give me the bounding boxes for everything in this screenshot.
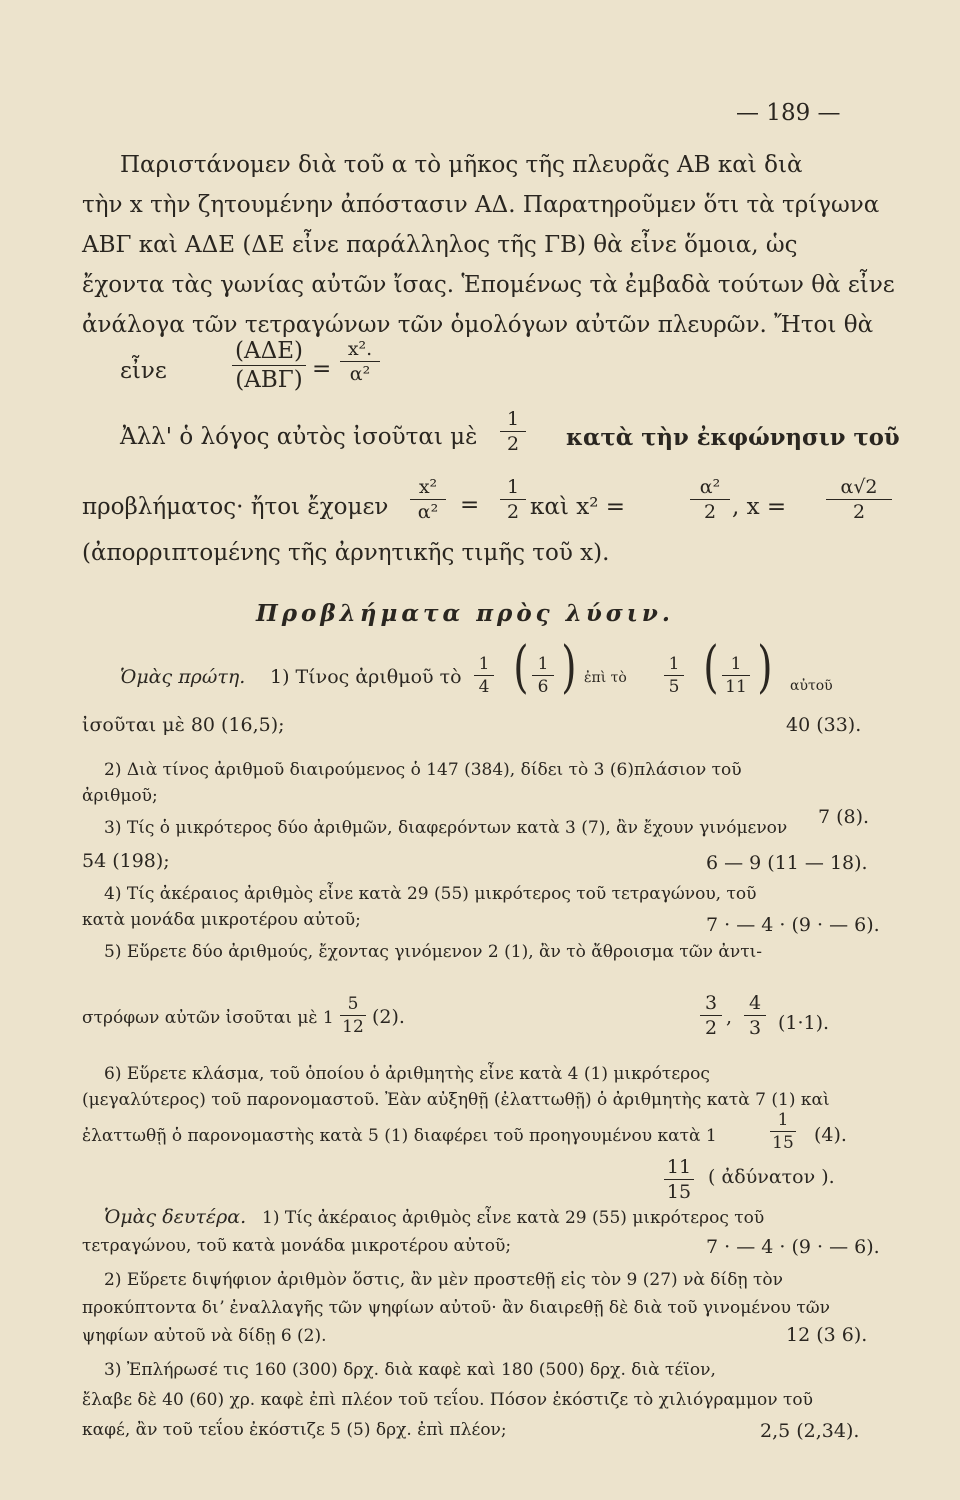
g1p6-frac bbox=[770, 1110, 796, 1153]
intro-line-3: ΑΒΓ καὶ ΑΔΕ (ΔΕ εἶνε παράλληλος τῆς ΓΒ) θὰ εἶνε ὅμοια, ὡς bbox=[82, 232, 798, 258]
f2-num: 1 bbox=[506, 476, 520, 498]
g1p3-line1: 3) Τίς ὁ μικρότερος δύο ἀριθμῶν, διαφερόντων κατὰ 3 (7), ἂν ἔχουν γινόμενον bbox=[104, 818, 788, 838]
f2-den: 2 bbox=[506, 501, 520, 523]
g1p1-frac-d bbox=[722, 654, 750, 697]
f1-den: α² bbox=[417, 501, 439, 523]
f1-num: x² bbox=[418, 476, 438, 498]
a2-over-2 bbox=[690, 476, 730, 523]
g1p6-num: 1 bbox=[777, 1110, 789, 1130]
g1p1-frac-b bbox=[532, 654, 554, 697]
g1p5-line2b: (2). bbox=[372, 1006, 405, 1028]
g2p2-line2: προκύπτοντα διʼ ἐναλλαγῆς τῶν ψηφίων αὐτοῦ· ἂν διαιρεθῇ δὲ διὰ τοῦ γινομένου τῶν bbox=[82, 1298, 830, 1318]
g1p1-line2: ἰσοῦται μὲ 80 (16,5); bbox=[82, 714, 285, 736]
intro-line-2: τὴν x τὴν ζητουμένην ἀπόστασιν ΑΔ. Παρατηροῦμεν ὅτι τὰ τρίγωνα bbox=[82, 192, 880, 218]
g1p5-b-den: 3 bbox=[748, 1017, 762, 1039]
g2p3-line3: καφέ, ἂν τοῦ τεΐου ἐκόστιζε 5 (5) δρχ. ἐπὶ πλέον; bbox=[82, 1420, 507, 1440]
intro-line-6b: κατὰ τὴν ἐκφώνησιν τοῦ bbox=[566, 424, 900, 451]
g2p3-line1: 3) Ἐπλήρωσέ τις 160 (300) δρχ. διὰ καφὲ καὶ 180 (500) δρχ. διὰ τέϊον, bbox=[104, 1360, 716, 1380]
half-num: 1 bbox=[506, 408, 520, 430]
one-half bbox=[500, 476, 526, 523]
paren-right-2: ) bbox=[757, 635, 773, 700]
intro-line-1: Παριστάνομεν διὰ τοῦ α τὸ μῆκος τῆς πλευρᾶς ΑΒ καὶ διὰ bbox=[120, 152, 803, 178]
area-ratio-num: (ΑΔΕ) bbox=[235, 338, 303, 364]
group2-label: Ὁμὰς δευτέρα. bbox=[104, 1206, 247, 1228]
f4-num: α√2 bbox=[840, 476, 878, 498]
g1p1-d-den: 11 bbox=[725, 677, 747, 697]
section-title: Προβλήματα πρὸς λύσιν. bbox=[256, 600, 674, 627]
g1p5-line1: 5) Εὕρετε δύο ἀριθμούς, ἔχοντας γινόμενον 2 (1), ἂν τὸ ἄθροισμα τῶν ἀντι- bbox=[104, 942, 763, 962]
g1p1-autou: αὐτοῦ bbox=[790, 678, 833, 694]
g2p1-line2: τετραγώνου, τοῦ κατὰ μονάδα μικροτέρου αὐτοῦ; bbox=[82, 1236, 512, 1256]
g1p4-line2: κατὰ μονάδα μικροτέρου αὐτοῦ; bbox=[82, 910, 361, 930]
intro-line-7a: προβλήματος· ἤτοι ἔχομεν bbox=[82, 494, 389, 520]
g1p4-line1: 4) Τίς ἀκέραιος ἀριθμὸς εἶνε κατὰ 29 (55) μικρότερος τοῦ τετραγώνου, τοῦ bbox=[104, 884, 757, 904]
g1p1-frac-a bbox=[474, 654, 494, 697]
g1p5-a-num: 3 bbox=[704, 992, 718, 1014]
g1p6-ans-paren: ( ἀδύνατον ). bbox=[708, 1166, 835, 1188]
g1p6-line1: 6) Εὕρετε κλάσμα, τοῦ ὁποίου ὁ ἀριθμητὴς εἶνε κατὰ 4 (1) μικρότερος bbox=[104, 1064, 710, 1084]
x-squared: x². bbox=[347, 338, 373, 360]
g1p5-b-num: 4 bbox=[748, 992, 762, 1014]
g1p5-ans-b bbox=[744, 992, 766, 1039]
g1p6-den: 15 bbox=[772, 1133, 794, 1153]
area-ratio-fraction bbox=[232, 338, 306, 393]
intro-line-8: (ἀπορριπτομένης τῆς ἀρνητικῆς τιμῆς τοῦ x). bbox=[82, 540, 610, 566]
paren-left-1: ( bbox=[513, 635, 529, 700]
g1p6-line3b: (4). bbox=[814, 1124, 847, 1146]
g1p1-a-den: 4 bbox=[478, 677, 490, 697]
g1p5-ans-a bbox=[700, 992, 722, 1039]
g1p5-ans-comma: , bbox=[726, 1006, 733, 1028]
kai-x2: καὶ x² = bbox=[530, 494, 626, 520]
g2p3-answer: 2,5 (2,34). bbox=[760, 1420, 860, 1442]
g1p6-line2: (μεγαλύτερος) τοῦ παρονομαστοῦ. Ἐὰν αὐξηθῇ (ἐλαττωθῇ) ὁ ἀριθμητὴς κατὰ 7 (1) καὶ bbox=[82, 1090, 830, 1110]
intro-line-5: ἀνάλογα τῶν τετραγώνων τῶν ὁμολόγων αὐτῶν πλευρῶν. Ἤτοι θὰ bbox=[82, 312, 874, 338]
half-fraction bbox=[500, 408, 526, 455]
eine-word: εἶνε bbox=[120, 358, 167, 384]
g2p2-answer: 12 (3 6). bbox=[786, 1324, 868, 1346]
intro-line-4: ἔχοντα τὰς γωνίας αὐτῶν ἴσας. Ἑπομένως τὰ ἐμβαδὰ τούτων θὰ εἶνε bbox=[82, 272, 895, 298]
f4-den: 2 bbox=[852, 501, 866, 523]
g1p2-line1: 2) Διὰ τίνος ἀριθμοῦ διαιρούμενος ὁ 147 (384), δίδει τὸ 3 (6)πλάσιον τοῦ bbox=[104, 760, 742, 780]
g1p6-ans-frac bbox=[664, 1156, 694, 1203]
x2-over-a2 bbox=[410, 476, 446, 523]
g1p6-ans-num: 11 bbox=[666, 1156, 692, 1178]
g1p1-d-num: 1 bbox=[730, 654, 742, 674]
f3-den: 2 bbox=[703, 501, 717, 523]
x-solution-fraction bbox=[826, 476, 892, 523]
g1p2-answer: 7 (8). bbox=[818, 806, 870, 828]
g1p5-f-den: 12 bbox=[342, 1017, 364, 1037]
g1p5-ans-tail: (1·1). bbox=[778, 1012, 830, 1034]
g1p6-ans-den: 15 bbox=[666, 1181, 692, 1203]
g2p1-answer: 7 · — 4 · (9 · — 6). bbox=[706, 1236, 880, 1258]
g2p1-line1: 1) Τίς ἀκέραιος ἀριθμὸς εἶνε κατὰ 29 (55) μικρότερος τοῦ bbox=[262, 1208, 765, 1228]
g1p4-answer: 7 · — 4 · (9 · — 6). bbox=[706, 914, 880, 936]
g1p1-b-num: 1 bbox=[537, 654, 549, 674]
half-den: 2 bbox=[506, 433, 520, 455]
g1p1-epi: ἐπὶ τὸ bbox=[584, 670, 627, 686]
g1p5-f-num: 5 bbox=[347, 994, 359, 1014]
g1p1-a-num: 1 bbox=[478, 654, 490, 674]
intro-line-6a: Ἀλλ' ὁ λόγος αὐτὸς ἰσοῦται μὲ bbox=[120, 424, 478, 450]
group1-label: Ὁμὰς πρώτη. bbox=[120, 666, 246, 688]
g1p1-b-den: 6 bbox=[537, 677, 549, 697]
area-ratio-den: (ΑΒΓ) bbox=[235, 367, 303, 393]
equals-sign: = bbox=[312, 356, 332, 382]
f3-num: α² bbox=[699, 476, 721, 498]
comma-x: , x = bbox=[732, 494, 787, 520]
g1p5-a-den: 2 bbox=[704, 1017, 718, 1039]
g1-p1-text: 1) Τίνος ἀριθμοῦ τὸ bbox=[270, 666, 462, 688]
g2p3-line2: ἔλαβε δὲ 40 (60) χρ. καφὲ ἐπὶ πλέον τοῦ τεΐου. Πόσον ἐκόστιζε τὸ χιλιόγραμμον τοῦ bbox=[82, 1390, 813, 1410]
g1p3-answer: 6 — 9 (11 — 18). bbox=[706, 852, 868, 874]
g2p2-line1: 2) Εὕρετε διψήφιον ἀριθμὸν ὅστις, ἂν μὲν προστεθῇ εἰς τὸν 9 (27) νὰ δίδῃ τὸν bbox=[104, 1270, 783, 1290]
paren-right-1: ) bbox=[561, 635, 577, 700]
g1p1-frac-c bbox=[664, 654, 684, 697]
paren-left-2: ( bbox=[703, 635, 719, 700]
g1p1-c-num: 1 bbox=[668, 654, 680, 674]
g1p3-line2: 54 (198); bbox=[82, 850, 170, 872]
g1p1-c-den: 5 bbox=[668, 677, 680, 697]
alpha-squared: α² bbox=[349, 363, 371, 385]
g2p2-line3: ψηφίων αὐτοῦ νὰ δίδῃ 6 (2). bbox=[82, 1326, 327, 1346]
x-alpha-ratio bbox=[340, 338, 380, 385]
g1p5-line2a: στρόφων αὐτῶν ἰσοῦται μὲ 1 bbox=[82, 1008, 334, 1028]
equals-sign-2: = bbox=[460, 492, 480, 518]
g1p5-frac bbox=[340, 994, 366, 1037]
g1p6-line3a: ἐλαττωθῇ ὁ παρονομαστὴς κατὰ 5 (1) διαφέρει τοῦ προηγουμένου κατὰ 1 bbox=[82, 1126, 717, 1146]
page-number: — 189 — bbox=[736, 100, 841, 126]
g1p1-answer: 40 (33). bbox=[786, 714, 862, 736]
g1p2-line2: ἀριθμοῦ; bbox=[82, 786, 158, 806]
